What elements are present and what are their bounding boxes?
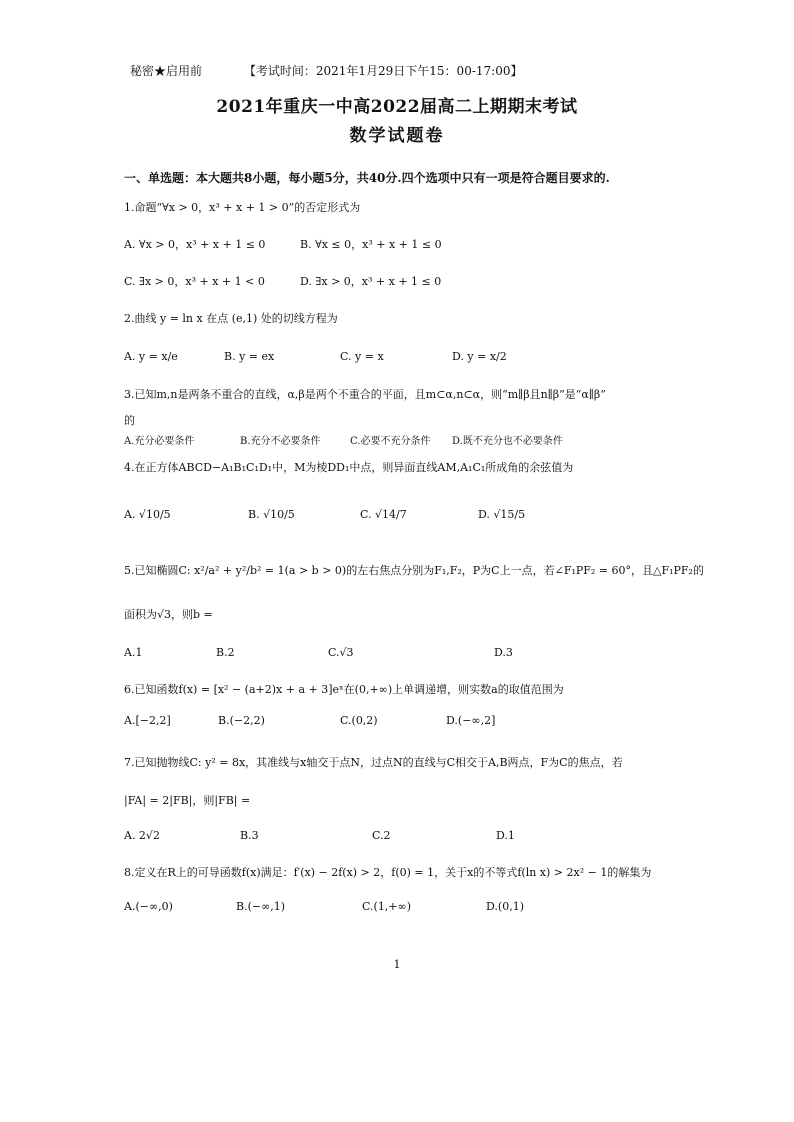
- q8-option-a: A.(−∞,0): [124, 900, 173, 913]
- confidential-label: 秘密★启用前: [130, 64, 203, 78]
- q7-option-b: B.3: [240, 829, 259, 842]
- question-1-stem: 1.命题“∀x > 0，x³ + x + 1 > 0”的否定形式为: [124, 201, 361, 214]
- q4-option-a: A. √10/5: [124, 508, 171, 521]
- q5-option-d: D.3: [494, 646, 513, 659]
- q6-option-d: D.(−∞,2]: [446, 714, 496, 727]
- q3-option-c: C.必要不充分条件: [350, 436, 431, 447]
- question-3-stem-cont: 的: [124, 414, 135, 427]
- section-heading: 一、单选题：本大题共8小题，每小题5分，共40分.四个选项中只有一项是符合题目要求的.: [124, 171, 610, 185]
- exam-subtitle: 数学试题卷: [349, 126, 445, 146]
- question-8-stem: 8.定义在R上的可导函数f(x)满足：f′(x) − 2f(x) > 2，f(0) = 1，关于x的不等式f(ln x) > 2x² − 1的解集为: [124, 866, 652, 879]
- q5-option-c: C.√3: [328, 646, 354, 659]
- q2-option-c: C. y = x: [340, 350, 384, 363]
- q7-option-d: D.1: [496, 829, 515, 842]
- q2-option-d: D. y = x/2: [452, 350, 507, 363]
- question-6-stem: 6.已知函数f(x) = [x² − (a+2)x + a + 3]eˣ在(0,+∞)上单调递增，则实数a的取值范围为: [124, 683, 564, 696]
- question-7-stem-cont: |FA| = 2|FB|，则|FB| =: [124, 794, 251, 807]
- q4-option-b: B. √10/5: [248, 508, 295, 521]
- question-2-stem: 2.曲线 y = ln x 在点 (e,1) 处的切线方程为: [124, 312, 338, 325]
- question-5-stem: 5.已知椭圆C: x²/a² + y²/b² = 1(a > b > 0)的左右焦点分别为F₁,F₂，P为C上一点，若∠F₁PF₂ = 60°，且△F₁PF₂的: [124, 564, 704, 577]
- q5-option-a: A.1: [124, 646, 143, 659]
- q3-option-d: D.既不充分也不必要条件: [452, 436, 563, 447]
- header-line: [130, 62, 522, 79]
- q8-option-d: D.(0,1): [486, 900, 525, 913]
- q3-option-b: B.充分不必要条件: [240, 436, 321, 447]
- q1-option-d: D. ∃x > 0，x³ + x + 1 ≤ 0: [300, 275, 442, 288]
- question-7-stem: 7.已知抛物线C: y² = 8x，其准线与x轴交于点N，过点N的直线与C相交于A,B两点，F为C的焦点，若: [124, 756, 623, 769]
- question-5-stem-cont: 面积为√3，则b =: [124, 608, 213, 621]
- page-number: 1: [393, 958, 401, 971]
- q8-option-c: C.(1,+∞): [362, 900, 411, 913]
- q4-option-c: C. √14/7: [360, 508, 407, 521]
- q8-option-b: B.(−∞,1): [236, 900, 286, 913]
- q3-option-a: A.充分必要条件: [124, 436, 195, 447]
- exam-title: 2021年重庆一中高2022届高二上期期末考试: [216, 97, 578, 117]
- q1-option-a: A. ∀x > 0，x³ + x + 1 ≤ 0: [124, 238, 266, 251]
- q6-option-b: B.(−2,2): [218, 714, 265, 727]
- q4-option-d: D. √15/5: [478, 508, 526, 521]
- q6-option-a: A.[−2,2]: [124, 714, 171, 727]
- q2-option-a: A. y = x/e: [124, 350, 178, 363]
- q1-option-b: B. ∀x ≤ 0，x³ + x + 1 ≤ 0: [300, 238, 442, 251]
- q2-option-b: B. y = ex: [224, 350, 275, 363]
- q7-option-c: C.2: [372, 829, 391, 842]
- question-4-stem: 4.在正方体ABCD−A₁B₁C₁D₁中，M为棱DD₁中点，则异面直线AM,A₁C₁所成角的余弦值为: [124, 461, 574, 474]
- q1-option-c: C. ∃x > 0，x³ + x + 1 < 0: [124, 275, 265, 288]
- question-3-stem: 3.已知m,n是两条不重合的直线，α,β是两个不重合的平面，且m⊂α,n⊂α，则“m∥β且n∥β”是“α∥β”: [124, 388, 606, 401]
- exam-time-label: 【考试时间：2021年1月29日下午15：00-17:00】: [243, 64, 523, 78]
- q5-option-b: B.2: [216, 646, 235, 659]
- q6-option-c: C.(0,2): [340, 714, 378, 727]
- q7-option-a: A. 2√2: [124, 829, 160, 842]
